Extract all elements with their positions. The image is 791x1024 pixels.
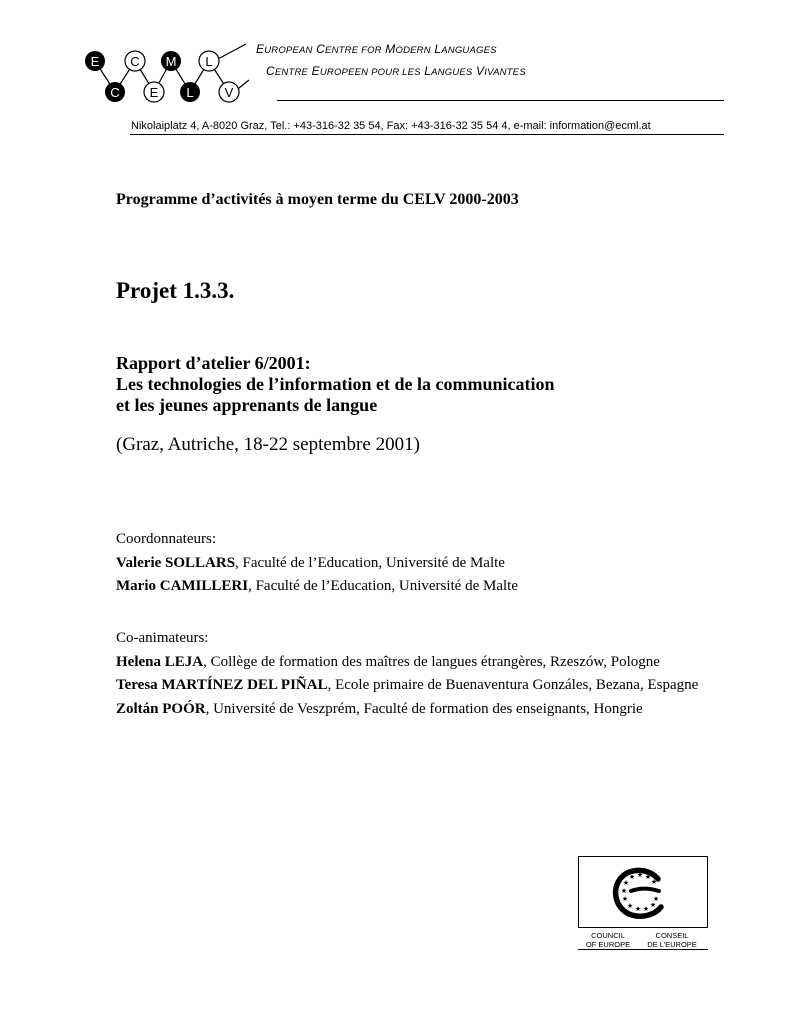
org-name-french: CENTRE EUROPEEN POUR LES LANGUES VIVANTES: [266, 64, 526, 78]
report-title-line: et les jeunes apprenants de langue: [116, 395, 378, 415]
report-title-line: Les technologies de l’information et de la communication: [116, 374, 555, 394]
person-name: Teresa MARTÍNEZ DEL PIÑAL: [116, 677, 328, 693]
svg-text:★: ★: [634, 905, 642, 913]
project-number: Projet 1.3.3.: [116, 278, 235, 303]
coe-label-fr: DE L’EUROPE: [647, 940, 697, 949]
svg-text:★: ★: [650, 878, 658, 886]
svg-text:★: ★: [628, 873, 636, 881]
report-title-line: Rapport d’atelier 6/2001:: [116, 353, 311, 373]
org-name-english: EUROPEAN CENTRE FOR MODERN LANGUAGES: [256, 42, 497, 56]
coordinators-section: [116, 528, 518, 599]
coordinator-entry: [116, 552, 518, 576]
svg-text:★: ★: [649, 901, 657, 909]
coanimator-entry: [116, 651, 698, 675]
person-affiliation: , Faculté de l’Education, Université de Malte: [248, 578, 518, 594]
council-of-europe-logo: [578, 856, 708, 928]
logo-letter: E: [90, 54, 100, 69]
report-title: [116, 353, 554, 416]
coanimators-heading: Co-animateurs:: [116, 630, 209, 646]
workshop-location-dates: (Graz, Autriche, 18-22 septembre 2001): [116, 434, 420, 455]
svg-text:★: ★: [636, 871, 644, 879]
logo-letter: V: [224, 85, 234, 100]
logo-letter: L: [205, 54, 213, 69]
logo-letter: C: [130, 54, 140, 69]
svg-text:★: ★: [622, 879, 630, 887]
logo-letter: C: [110, 85, 120, 100]
svg-text:★: ★: [620, 887, 628, 895]
logo-letter: L: [186, 85, 194, 100]
coanimator-entry: [116, 698, 698, 722]
contact-line: Nikolaiplatz 4, A-8020 Graz, Tel.: +43-316-32 35 54, Fax: +43-316-32 35 54 4, e-mail: information@ecml.at: [131, 120, 651, 132]
logo-letter: E: [149, 85, 159, 100]
svg-text:★: ★: [652, 895, 660, 903]
svg-text:★: ★: [644, 873, 652, 881]
coe-caption-rule: [578, 949, 708, 950]
coe-label-fr: CONSEIL: [655, 931, 689, 940]
coe-label-en: OF EUROPE: [585, 940, 631, 949]
person-affiliation: , Université de Veszprém, Faculté de formation des enseignants, Hongrie: [205, 700, 643, 717]
person-affiliation: , Collège de formation des maîtres de langues étrangères, Rzeszów, Pologne: [203, 653, 660, 670]
svg-text:★: ★: [621, 895, 629, 903]
person-name: Mario CAMILLERI: [116, 578, 249, 594]
person-name: Zoltán POÓR: [116, 700, 206, 717]
coe-label-en: COUNCIL: [591, 931, 625, 940]
header-divider: [277, 100, 724, 101]
coordinators-heading: Coordonnateurs:: [116, 531, 216, 547]
ecml-logo: [78, 40, 253, 112]
person-name: Valerie SOLLARS: [116, 554, 236, 571]
person-affiliation: , Ecole primaire de Buenaventura Gonzáles, Bezana, Espagne: [327, 677, 699, 693]
svg-text:★: ★: [626, 902, 634, 910]
person-affiliation: , Faculté de l’Education, Université de Malte: [235, 554, 505, 571]
contact-divider: [130, 134, 724, 135]
programme-title: Programme d’activités à moyen terme du CELV 2000-2003: [116, 191, 519, 208]
coordinator-entry: [116, 575, 518, 599]
logo-letter: M: [165, 54, 177, 69]
council-of-europe-emblem-icon: [579, 857, 709, 929]
coanimators-section: [116, 627, 698, 721]
coanimator-entry: [116, 674, 698, 698]
person-name: Helena LEJA: [116, 653, 204, 670]
svg-text:★: ★: [642, 905, 650, 913]
